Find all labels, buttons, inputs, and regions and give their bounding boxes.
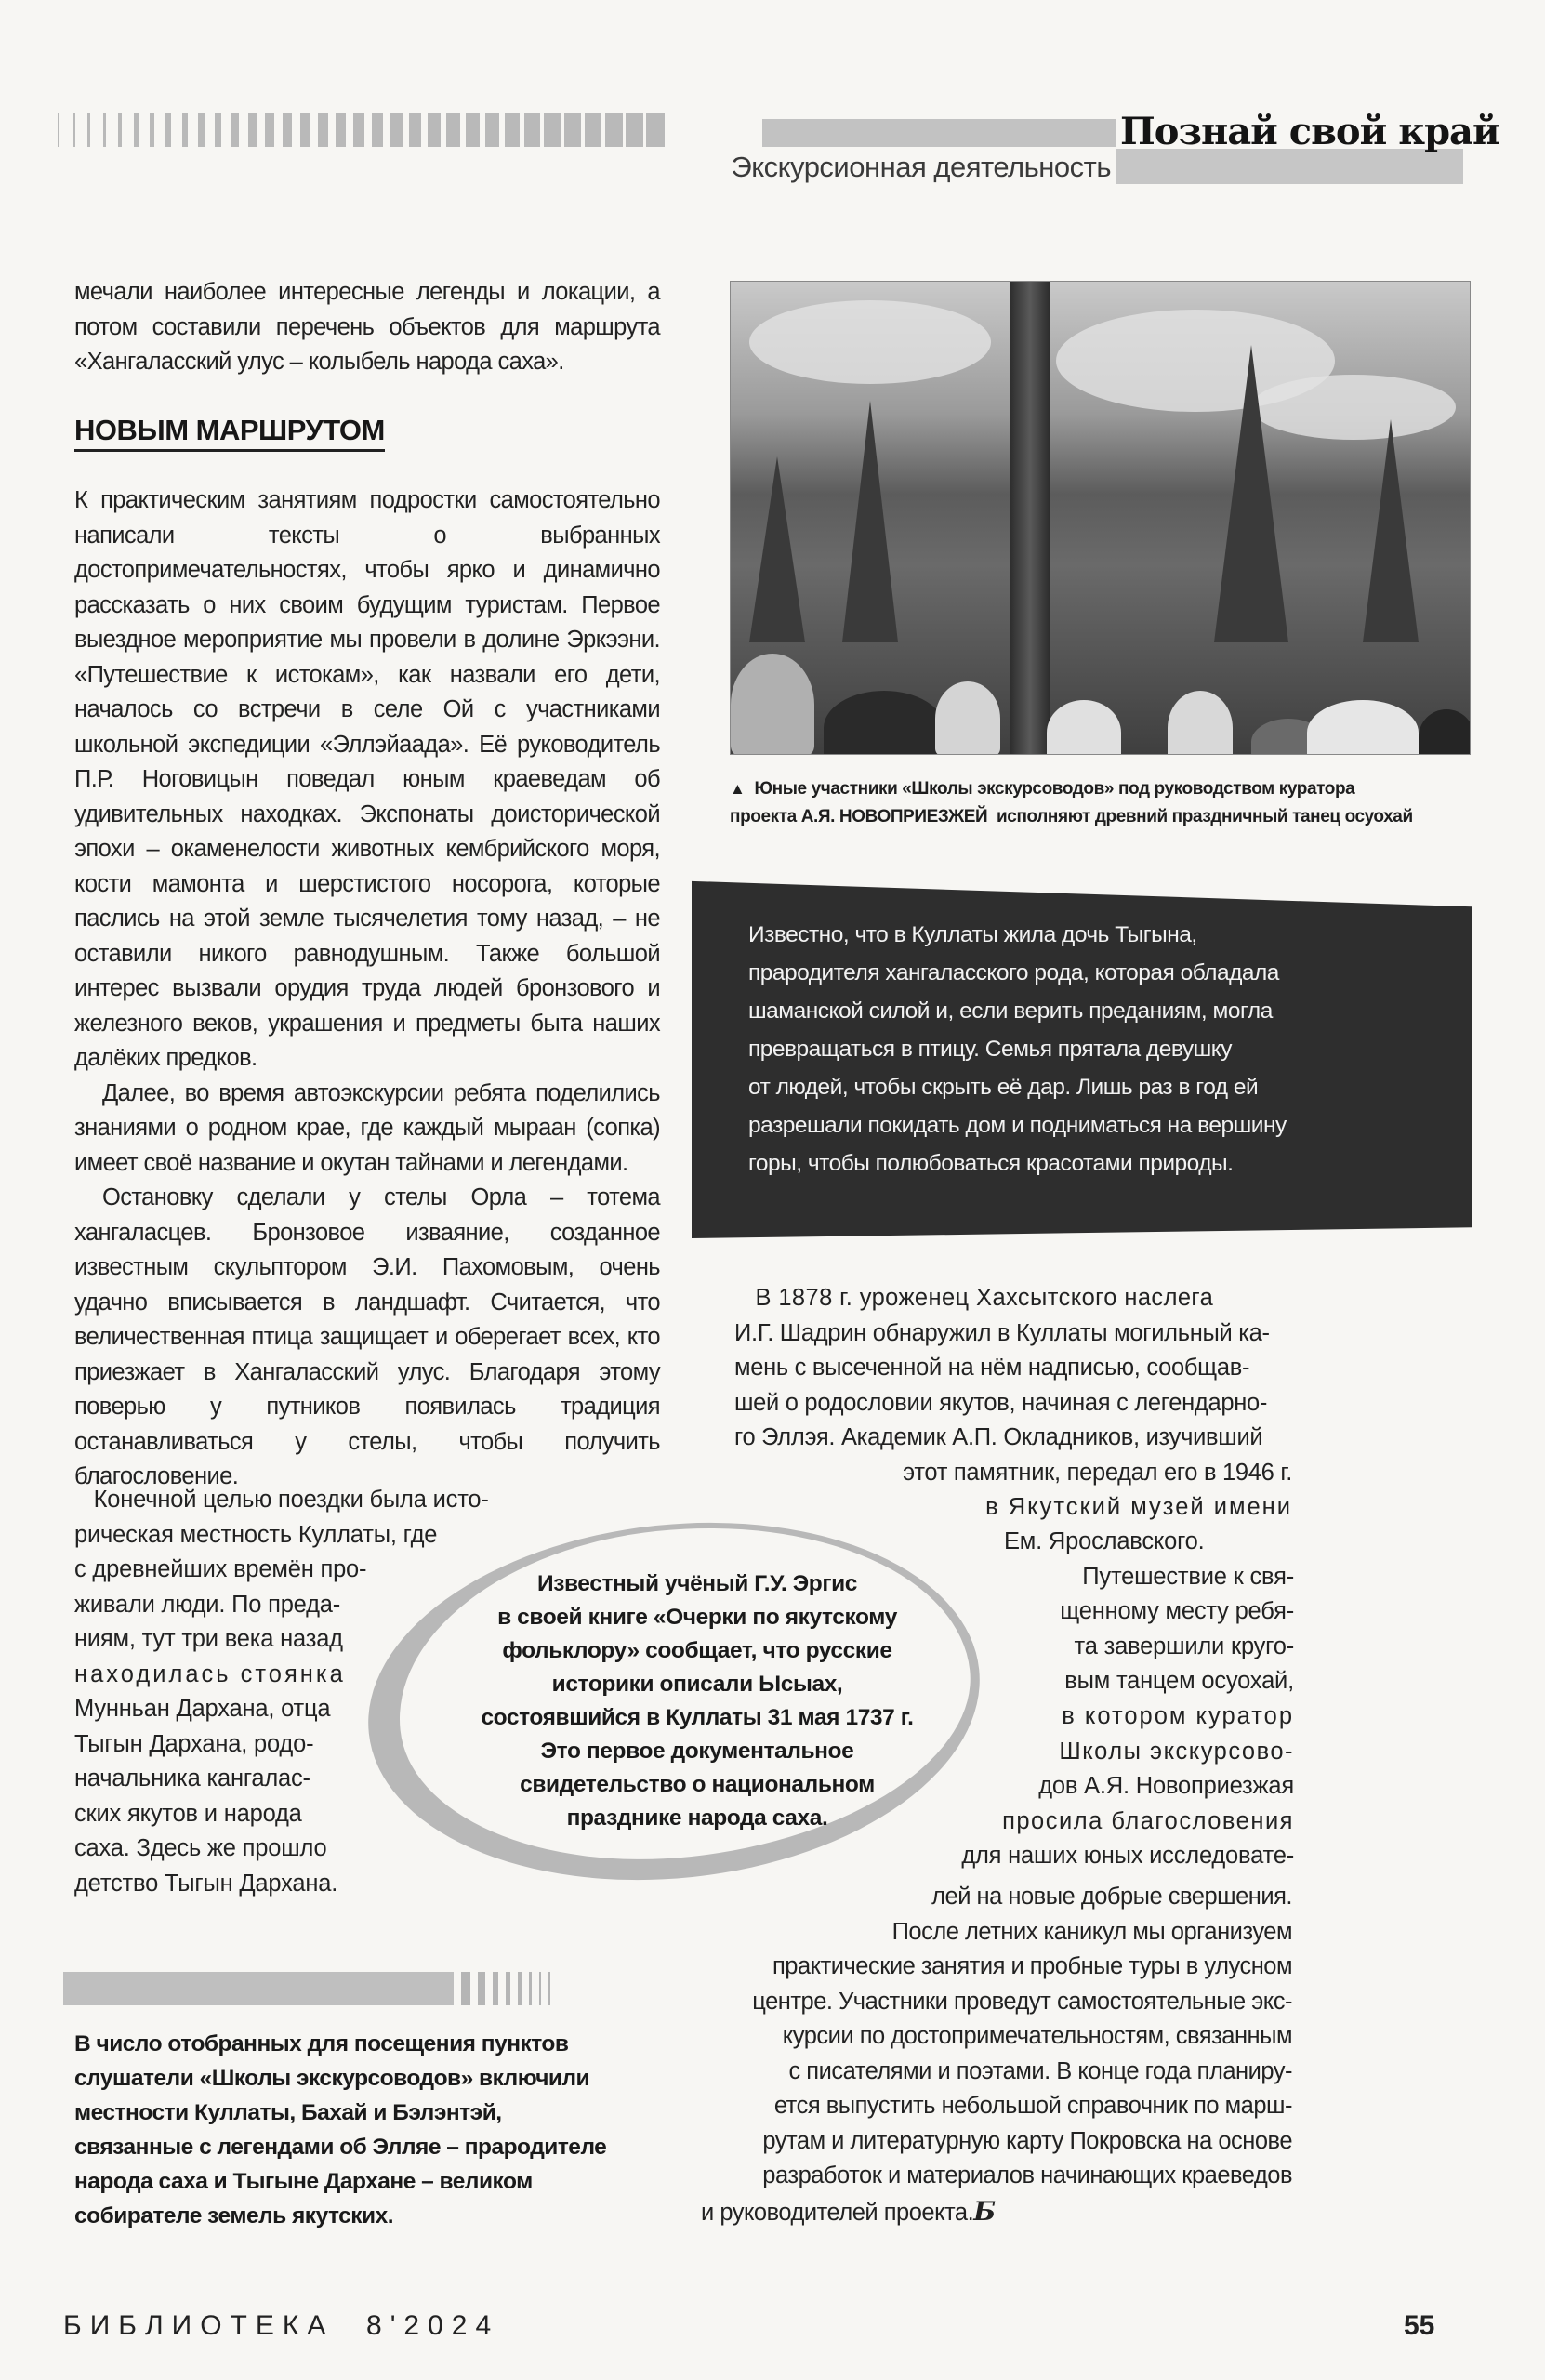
subheading: НОВЫМ МАРШРУТОМ: [74, 414, 385, 452]
final-sentence: и руководителей проекта.: [701, 2199, 974, 2226]
text-line: разработок и материалов начинающих краеведов: [762, 2162, 1292, 2188]
text-line: этот памятник, передал его в 1946 г.: [903, 1459, 1292, 1486]
sidebar-decorative-bars: [454, 1972, 550, 2005]
text-line: центре. Участники проведут самостоятельные экс-: [752, 1988, 1292, 2015]
text-line: от людей, чтобы скрыть её дар. Лишь раз в год ей: [748, 1075, 1259, 1100]
sidebar-gray-band: [63, 1972, 454, 2005]
lead-paragraph: [74, 275, 660, 380]
text-line: Это первое документальное: [540, 1739, 854, 1764]
decorative-bar: [409, 113, 422, 147]
decorative-bar: [372, 113, 383, 147]
decorative-bar: [231, 113, 239, 147]
text-line: живали люди. По преда-: [74, 1591, 341, 1618]
carved-pole: [1010, 282, 1050, 754]
decorative-bar: [118, 113, 122, 147]
text-line: та завершили круго-: [1074, 1633, 1294, 1659]
text-line: В 1878 г. уроженец Хахсытского наслега: [734, 1285, 1214, 1311]
text-line: Школы экскурсово-: [1059, 1738, 1294, 1765]
right-column-top-text: [734, 1281, 1292, 1526]
sidebar-note-text: [74, 2027, 669, 2233]
text-line: слушатели «Школы экскурсоводов» включили: [74, 2066, 590, 2091]
text-line: с древнейших времён про-: [74, 1556, 367, 1582]
text-line: Известно, что в Куллаты жила дочь Тыгына,: [748, 922, 1197, 947]
paragraph: Далее, во время автоэкскурсии ребята поделились знаниями о родном крае, где каждый мыраан (сопка) имеет своё название и окутан тайнами и легендами.: [74, 1079, 660, 1176]
decorative-bar: [248, 113, 257, 147]
text-line: [688, 2194, 1292, 2231]
text-line: И.Г. Шадрин обнаружил в Куллаты могильный ка-: [734, 1319, 1270, 1346]
decorative-bar: [150, 113, 154, 147]
decorative-bar: [466, 113, 480, 147]
subsection-title: Экскурсионная деятельность: [731, 151, 1111, 183]
decorative-bar: [446, 113, 460, 147]
text-line: в своей книге «Очерки по якутскому: [497, 1605, 897, 1630]
triangle-up-icon: ▲: [730, 780, 746, 798]
text-line: связанные с легендами об Элляе – прародителе: [74, 2135, 607, 2160]
text-line: начальника кангалас-: [74, 1765, 310, 1792]
decorative-bar: [626, 113, 644, 147]
decorative-bar: [390, 113, 403, 147]
decorative-bar: [564, 113, 581, 147]
header-gray-band: [762, 119, 1116, 147]
text-line: в котором куратор: [1062, 1702, 1294, 1729]
text-line: просила благословения: [1002, 1807, 1294, 1834]
decorative-bar: [87, 113, 90, 147]
decorative-bar: [478, 1972, 485, 2005]
decorative-bar: [283, 113, 292, 147]
text-line: шей о родословии якутов, начиная с легендарно-: [734, 1389, 1268, 1416]
text-line: вым танцем осуохай,: [1064, 1668, 1294, 1695]
text-line: рическая местность Куллаты, где: [74, 1521, 438, 1548]
decorative-bar: [336, 113, 346, 147]
text-line: дов А.Я. Новоприезжая: [1038, 1773, 1294, 1800]
decorative-bar: [505, 113, 520, 147]
right-column-bottom-text: [688, 1880, 1292, 2230]
decorative-bar: [506, 1972, 510, 2005]
left-column-body: [74, 483, 660, 1495]
decorative-bar: [485, 113, 500, 147]
decorative-bar: [134, 113, 139, 147]
caption-line: проекта А.Я. НОВОПРИЕЗЖЕЙ исполняют древний праздничный танец осуохай: [730, 807, 1413, 826]
decorative-bar: [605, 113, 623, 147]
decorative-bar: [165, 113, 171, 147]
decorative-bar: [461, 1972, 470, 2005]
text-line: историки описали Ысыах,: [551, 1672, 843, 1697]
text-line: Мунньан Дархана, отца: [74, 1696, 331, 1722]
decorative-bar: [518, 1972, 522, 2005]
decorative-bar: [58, 113, 59, 147]
magazine-issue: БИБЛИОТЕКА 8'2024: [63, 2310, 500, 2341]
decorative-bar: [493, 1972, 498, 2005]
decorative-bar: [544, 113, 560, 147]
text-line: детство Тыгын Дархана.: [74, 1870, 338, 1897]
oval-quote-text: [437, 1567, 957, 1835]
text-line: разрешали покидать дом и подниматься на вершину: [748, 1113, 1287, 1138]
section-title: Познай свой край: [1120, 110, 1499, 153]
decorative-bar: [548, 1972, 550, 2005]
paragraph: Остановку сделали у стелы Орла – тотема хангаласцев. Бронзовое изваяние, созданное известным скульптором Э.И. Пахомовым, очень удачно вписывается в ландшафт. Считается, что величественная птица защищает и оберегает всех, кто приезжает в Хангаласский улус. Благодаря этому поверью у путников появилась традиция останавливаться у стелы, чтобы получить благословение.: [74, 1184, 660, 1489]
text-line: шаманской силой и, если верить преданиям, могла: [748, 998, 1273, 1024]
text-line: мень с высеченной на нём надписью, сообщав-: [734, 1355, 1250, 1381]
decorative-bar: [353, 113, 364, 147]
text-line: практические занятия и пробные туры в улусном: [772, 1953, 1292, 1979]
text-line: празднике народа саха.: [566, 1805, 828, 1831]
text-line: свидетельство о национальном: [520, 1772, 875, 1797]
decorative-bar: [646, 113, 665, 147]
text-line: горы, чтобы полюбоваться красотами природы.: [748, 1151, 1234, 1176]
text-line: Тыгын Дархана, родо-: [74, 1730, 314, 1757]
caption-line: Юные участники «Школы экскурсоводов» под руководством куратора: [754, 779, 1355, 799]
decorative-bar: [198, 113, 205, 147]
text-line: ется выпустить небольшой справочник по марш-: [773, 2093, 1292, 2119]
text-line: собирателе земель якутских.: [74, 2203, 394, 2228]
text-line: для наших юных исследовате-: [961, 1843, 1294, 1870]
text-line: ских якутов и народа: [74, 1800, 302, 1827]
lead-text: мечали наиболее интересные легенды и локации, а потом составили перечень объектов для маршрута «Хангаласский улус – колыбель народа саха».: [74, 279, 660, 375]
photo-children-dancing: [730, 281, 1471, 755]
page-number: 55: [1404, 2310, 1435, 2341]
text-line: находилась стоянка: [74, 1660, 346, 1687]
decorative-bar: [539, 1972, 541, 2005]
decorative-bar: [524, 113, 540, 147]
text-line: саха. Здесь же прошло: [74, 1835, 327, 1861]
text-line: После летних каникул мы организуем: [891, 1918, 1292, 1945]
text-line: народа саха и Тыгыне Дархане – великом: [74, 2169, 533, 2194]
text-line: ниям, тут три века назад: [74, 1626, 343, 1652]
text-line: Известный учёный Г.У. Эргис: [536, 1571, 858, 1596]
text-line: состоявшийся в Куллаты 31 мая 1737 г.: [481, 1705, 914, 1730]
decorative-bar: [529, 1972, 532, 2005]
text-line: превращаться в птицу. Семья прятала девушку: [748, 1037, 1233, 1062]
text-line: курсии по достопримечательностям, связанным: [782, 2023, 1292, 2049]
dark-callout-text: [748, 916, 1399, 1183]
text-line: лей на новые добрые свершения.: [931, 1884, 1292, 1910]
decorative-bar: [103, 113, 107, 147]
text-line: с писателями и поэтами. В конце года планиру-: [788, 2057, 1292, 2084]
decorative-bar: [585, 113, 602, 147]
text-line: В число отобранных для посещения пунктов: [74, 2031, 569, 2056]
decorative-bar: [300, 113, 310, 147]
text-line: го Эллэя. Академик А.П. Окладников, изучивший: [734, 1424, 1263, 1450]
text-line: в Якутский музей имени: [985, 1494, 1292, 1520]
text-line: фольклору» сообщает, что русские: [502, 1638, 892, 1663]
right-column-wrapped-text: [930, 1525, 1294, 1874]
text-line: местности Куллаты, Бахай и Бэлэнтэй,: [74, 2100, 502, 2125]
photo-caption: [730, 775, 1473, 831]
text-line: Путешествие к свя-: [1082, 1563, 1294, 1590]
decorative-bar: [428, 113, 441, 147]
paragraph: К практическим занятиям подростки самостоятельно написали тексты о выбранных достопримечательностях, чтобы ярко и динамично рассказать о них своим будущим туристам. Первое выездное мероприятие мы провели в долине Эркээни. «Путешествие к истокам», как назвали его дети, началось со встречи в селе Ой с участниками школьной экспедиции «Эллэйаада». Её руководитель П.Р. Ноговицын поведал юным краеведам об удивительных находках. Экспонаты доисторической эпохи – окаменелости животных кембрийского моря, кости мамонта и шерстистого носорога, которые паслись на этой земле тысячелетия тому назад, – не оставили никого равнодушным. Также большой интерес вызвали орудия труда людей бронзового и железного веков, украшения и предметы быта наших далёких предков.: [74, 487, 660, 1071]
decorative-bar: [265, 113, 273, 147]
text-line: Конечной целью поездки была исто-: [74, 1487, 489, 1513]
text-line: прародителя хангаласского рода, которая обладала: [748, 960, 1279, 985]
decorative-bar: [182, 113, 188, 147]
text-line: Ем. Ярославского.: [1004, 1528, 1205, 1554]
decorative-bar: [215, 113, 222, 147]
decorative-bar: [73, 113, 75, 147]
text-line: рутам и литературную карту Покровска на основе: [762, 2127, 1292, 2154]
text-line: щенному месту ребя-: [1060, 1598, 1294, 1625]
decorative-bar: [318, 113, 328, 147]
end-of-article-mark-icon: Б: [973, 2195, 996, 2227]
